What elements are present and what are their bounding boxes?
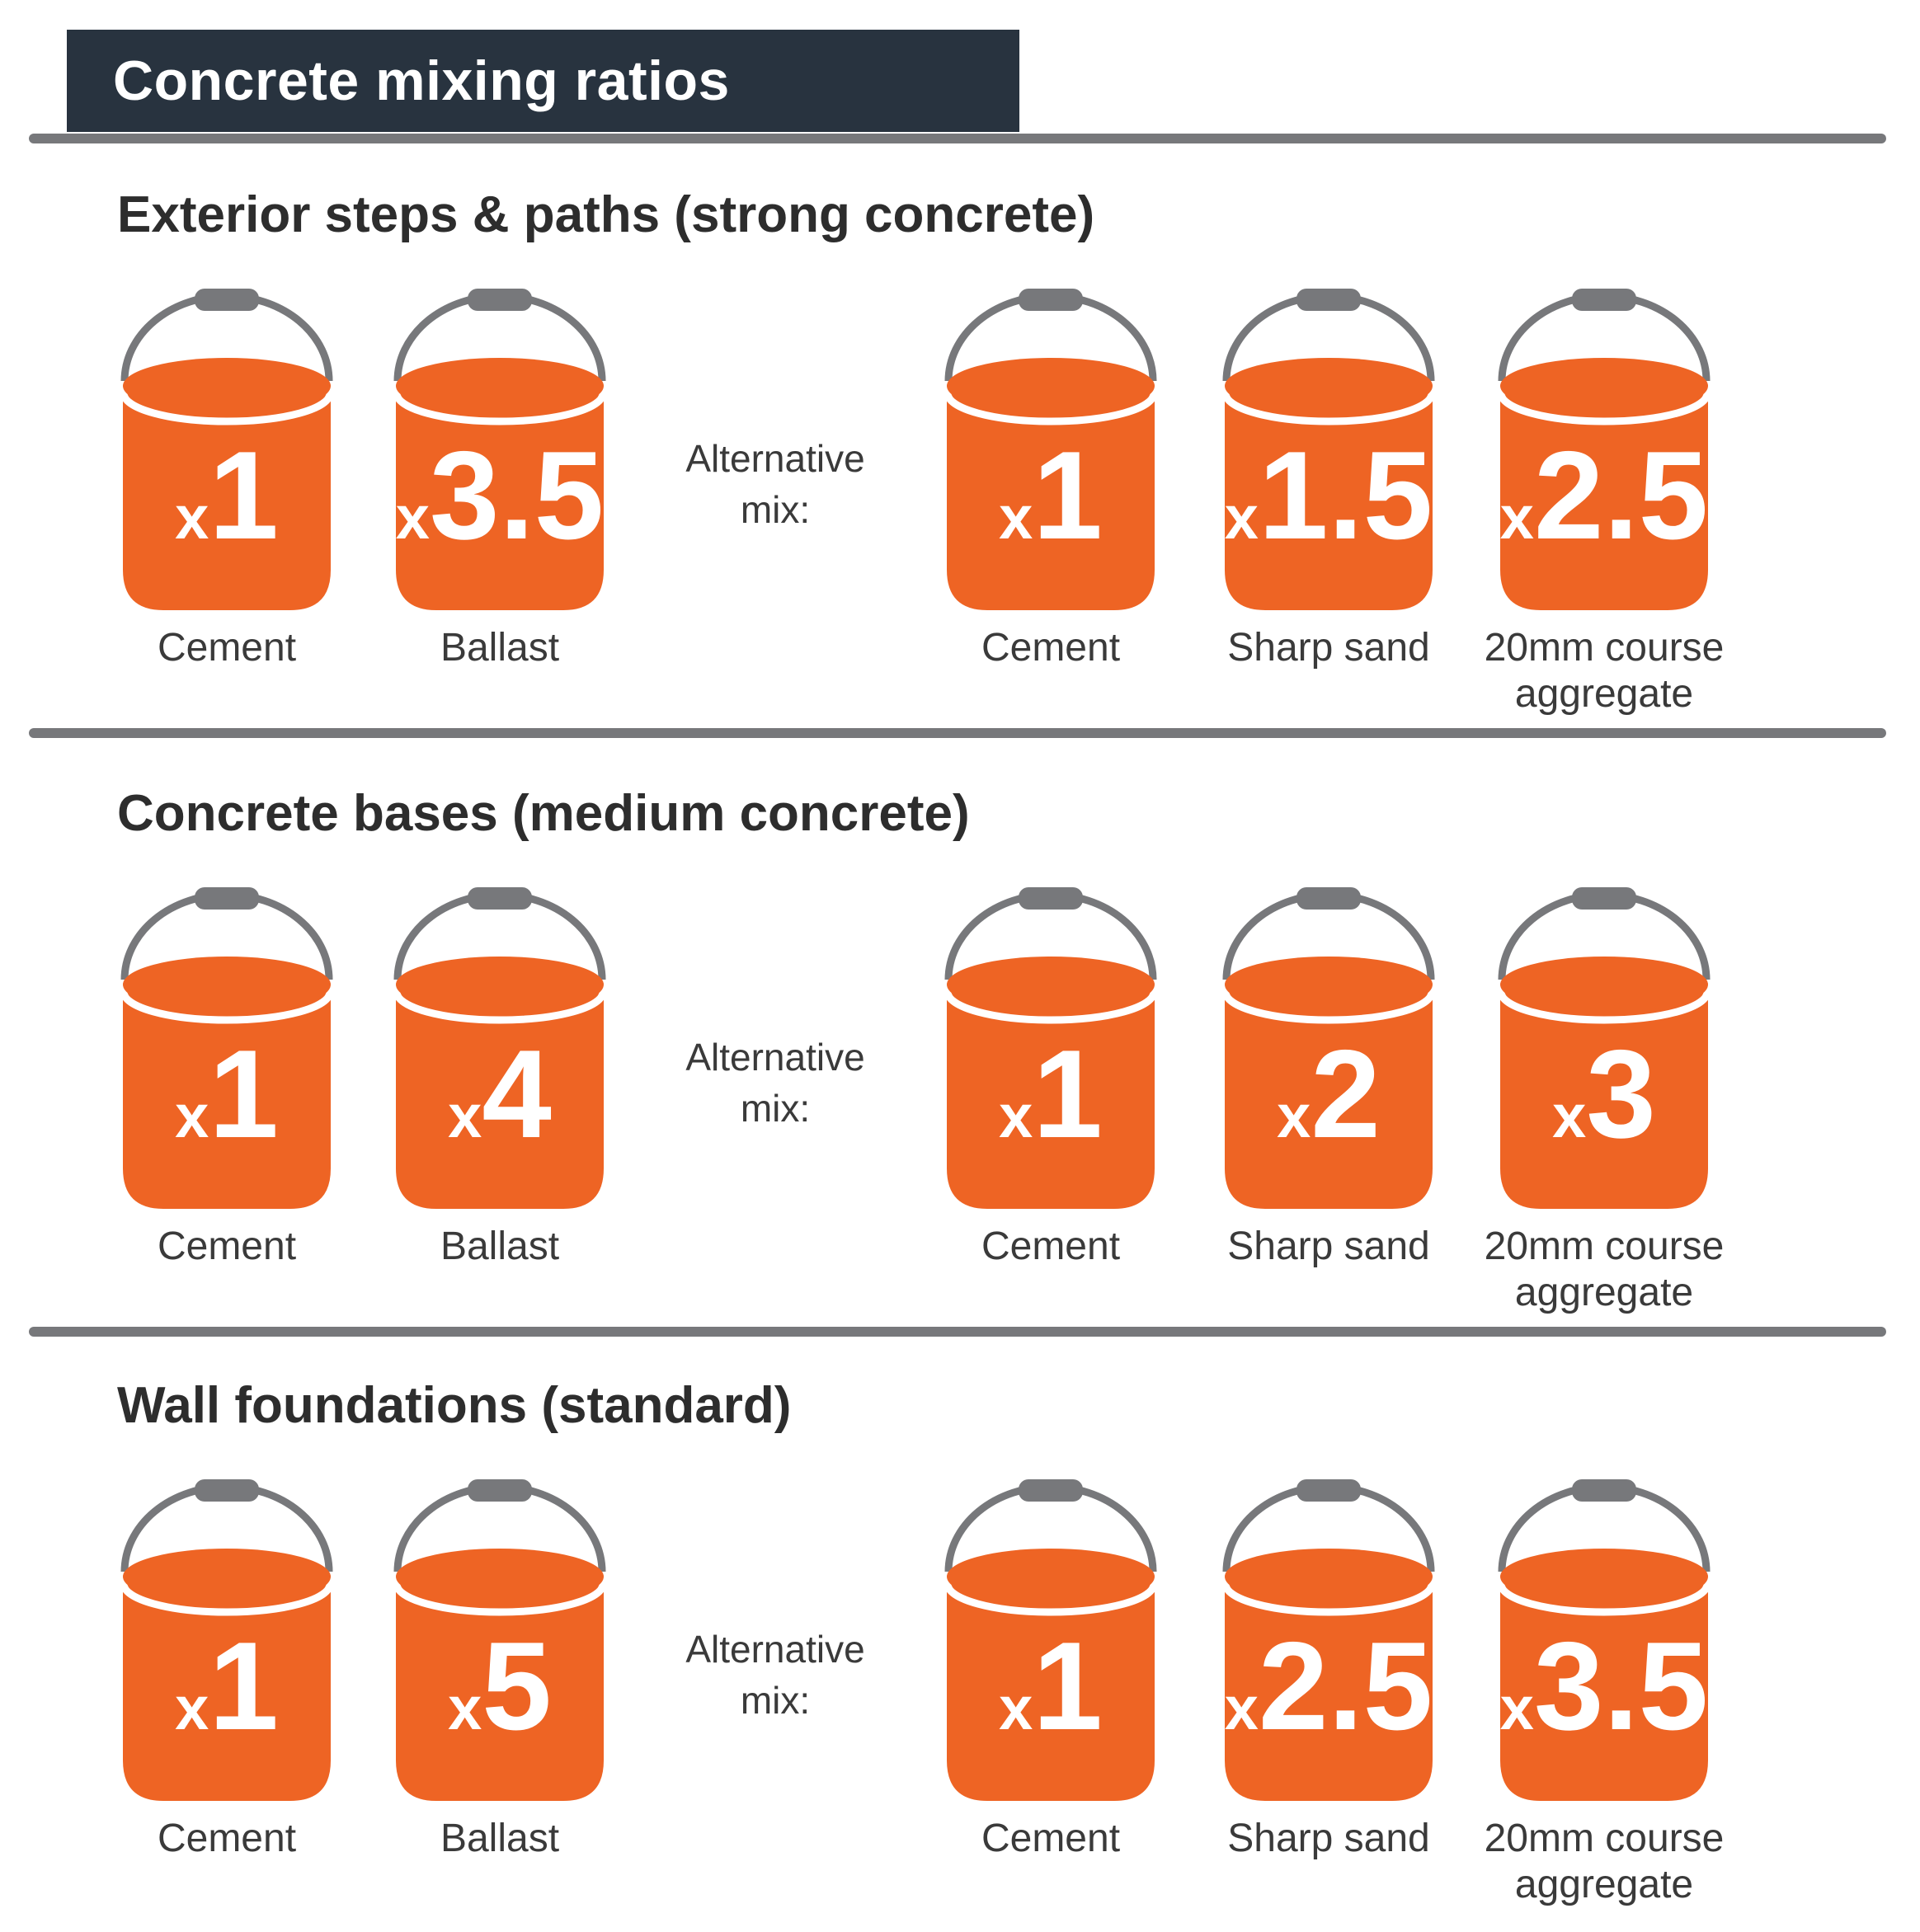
alternative-mix-label-line1: Alternative: [685, 1036, 865, 1079]
bucket-contents: [396, 1549, 604, 1605]
bucket-icon: [396, 887, 604, 1209]
bucket-contents: [123, 1549, 331, 1605]
bucket-icon: [123, 887, 331, 1209]
bucket-grip-icon: [1019, 289, 1083, 311]
bucket-grip-icon: [195, 289, 259, 311]
alternative-mix-label: [610, 1624, 940, 1726]
bucket-contents: [396, 358, 604, 414]
bucket-contents: [1500, 957, 1708, 1013]
bucket-label: Cement: [157, 1817, 297, 1860]
bucket-grip-icon: [468, 887, 532, 910]
bucket-quantity: x2.5: [1224, 1616, 1433, 1756]
bucket-cement: [947, 1479, 1155, 1860]
bucket-contents: [1225, 957, 1433, 1013]
header-rule: [29, 134, 1886, 143]
bucket-grip-icon: [468, 289, 532, 311]
bucket-grip-icon: [1572, 887, 1636, 910]
alternative-mix-label: [610, 433, 940, 535]
alternative-mix-label-line1: Alternative: [685, 437, 865, 480]
alternative-mix-label-line2: mix:: [740, 488, 811, 531]
bucket-quantity: x3.5: [395, 425, 605, 566]
bucket-grip-icon: [468, 1479, 532, 1502]
bucket-icon: [1225, 1479, 1433, 1801]
bucket-label: Ballast: [440, 1225, 560, 1268]
bucket-label: Cement: [981, 1817, 1121, 1860]
bucket-contents: [947, 957, 1155, 1013]
alternative-mix-label-line2: mix:: [740, 1679, 811, 1722]
bucket-label: Sharp sand: [1227, 626, 1430, 670]
bucket-grip-icon: [1572, 289, 1636, 311]
bucket-label: 20mm course aggregate: [1484, 1817, 1725, 1906]
bucket-label: Ballast: [440, 626, 560, 670]
bucket-quantity: x1: [999, 425, 1103, 566]
bucket-cement: [947, 289, 1155, 670]
bucket-label: Cement: [981, 1225, 1121, 1268]
bucket-quantity: x1.5: [1224, 425, 1433, 566]
bucket-cement: [123, 289, 331, 670]
bucket-icon: [1500, 289, 1708, 610]
title-bar: [67, 30, 1019, 132]
bucket-cement: [123, 1479, 331, 1860]
section-divider: [29, 728, 1886, 738]
bucket-grip-icon: [1296, 1479, 1361, 1502]
alternative-mix-label: [610, 1032, 940, 1134]
bucket-label: Ballast: [440, 1817, 560, 1860]
bucket-label: 20mm course aggregate: [1484, 626, 1725, 716]
bucket-icon: [1500, 1479, 1708, 1801]
bucket-quantity: x1: [175, 425, 279, 566]
bucket-cement: [123, 887, 331, 1268]
section-heading: Concrete bases (medium concrete): [117, 785, 970, 842]
bucket-grip-icon: [1296, 289, 1361, 311]
bucket-icon: [123, 1479, 331, 1801]
bucket-label: 20mm course aggregate: [1484, 1225, 1725, 1314]
bucket-icon: [1225, 289, 1433, 610]
bucket-quantity: x4: [448, 1024, 552, 1164]
bucket-quantity: x1: [999, 1024, 1103, 1164]
bucket-quantity: x3.5: [1499, 1616, 1709, 1756]
bucket-icon: [396, 1479, 604, 1801]
bucket-icon: [1225, 887, 1433, 1209]
bucket-20mm-course-aggregate: [1484, 887, 1725, 1314]
bucket-quantity: x1: [999, 1616, 1103, 1756]
bucket-quantity: x1: [175, 1616, 279, 1756]
bucket-icon: [1500, 887, 1708, 1209]
bucket-20mm-course-aggregate: [1484, 1479, 1725, 1906]
bucket-sharp-sand: [1225, 887, 1433, 1268]
bucket-sharp-sand: [1224, 289, 1433, 670]
bucket-contents: [1225, 358, 1433, 414]
alternative-mix-label-line2: mix:: [740, 1087, 811, 1130]
bucket-contents: [123, 358, 331, 414]
bucket-icon: [396, 289, 604, 610]
bucket-quantity: x5: [448, 1616, 552, 1756]
bucket-grip-icon: [1572, 1479, 1636, 1502]
bucket-contents: [123, 957, 331, 1013]
alternative-mix-label-line1: Alternative: [685, 1628, 865, 1671]
bucket-icon: [947, 1479, 1155, 1801]
bucket-grip-icon: [195, 887, 259, 910]
bucket-grip-icon: [1019, 887, 1083, 910]
bucket-icon: [947, 887, 1155, 1209]
page-title: Concrete mixing ratios: [113, 49, 730, 112]
bucket-grip-icon: [1296, 887, 1361, 910]
bucket-icon: [947, 289, 1155, 610]
bucket-label: Cement: [157, 1225, 297, 1268]
section-heading: Wall foundations (standard): [117, 1377, 792, 1434]
bucket-contents: [947, 1549, 1155, 1605]
bucket-quantity: x1: [175, 1024, 279, 1164]
bucket-ballast: [395, 289, 605, 670]
bucket-cement: [947, 887, 1155, 1268]
bucket-quantity: x2.5: [1499, 425, 1709, 566]
bucket-icon: [123, 289, 331, 610]
bucket-contents: [1500, 1549, 1708, 1605]
bucket-label: Cement: [157, 626, 297, 670]
bucket-contents: [1500, 358, 1708, 414]
bucket-20mm-course-aggregate: [1484, 289, 1725, 716]
bucket-grip-icon: [1019, 1479, 1083, 1502]
section-exterior-steps-paths: [0, 143, 1920, 741]
section-heading: Exterior steps & paths (strong concrete): [117, 186, 1095, 243]
section-concrete-bases: [0, 741, 1920, 1340]
bucket-ballast: [396, 1479, 604, 1860]
bucket-quantity: x2: [1277, 1024, 1381, 1164]
bucket-sharp-sand: [1224, 1479, 1433, 1860]
bucket-grip-icon: [195, 1479, 259, 1502]
bucket-contents: [396, 957, 604, 1013]
bucket-contents: [1225, 1549, 1433, 1605]
bucket-label: Sharp sand: [1227, 1225, 1430, 1268]
bucket-ballast: [396, 887, 604, 1268]
bucket-label: Cement: [981, 626, 1121, 670]
section-wall-foundations: [0, 1333, 1920, 1932]
bucket-contents: [947, 358, 1155, 414]
bucket-quantity: x3: [1552, 1024, 1656, 1164]
bucket-label: Sharp sand: [1227, 1817, 1430, 1860]
